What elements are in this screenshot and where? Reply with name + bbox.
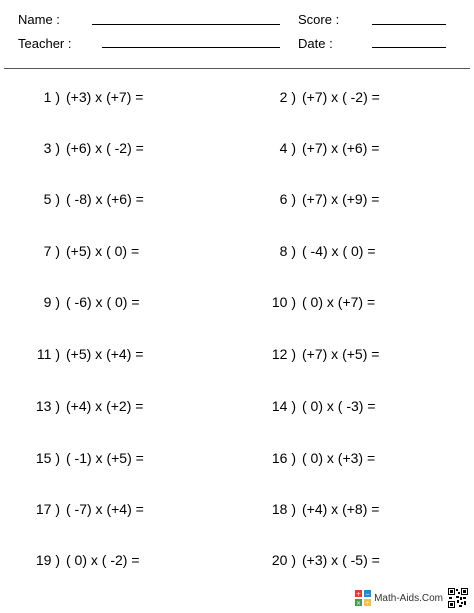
problem-number: 1 ) [43, 89, 60, 105]
problem-item [20, 88, 143, 106]
problem-item [20, 449, 144, 467]
problem-number: 16 ) [271, 450, 296, 466]
problem-item [256, 293, 375, 311]
problem-item [20, 500, 144, 518]
problem-item [256, 190, 379, 208]
problem-expression: ( 0) x ( -3) = [302, 398, 376, 414]
problem-expression: ( 0) x ( -2) = [66, 552, 140, 568]
problem-item [20, 345, 143, 363]
problem-expression: (+6) x ( -2) = [66, 140, 144, 156]
problem-expression: ( -4) x ( 0) = [302, 243, 376, 259]
teacher-line [102, 47, 280, 48]
problem-number: 17 ) [35, 501, 60, 517]
problem-number: 19 ) [35, 552, 60, 568]
name-line [92, 24, 280, 25]
problem-number: 8 ) [279, 243, 296, 259]
problem-number: 11 ) [36, 346, 60, 362]
header-divider [4, 68, 470, 69]
problem-item [256, 397, 376, 415]
problem-item [256, 551, 380, 569]
footer-branding [355, 587, 468, 609]
date-line [372, 47, 446, 48]
name-label: Name : [18, 12, 60, 27]
problem-item [20, 139, 144, 157]
problem-number: 10 ) [271, 294, 296, 310]
problem-number: 14 ) [271, 398, 296, 414]
problem-number: 2 ) [279, 89, 296, 105]
problem-expression: (+4) x (+8) = [302, 501, 380, 517]
math-aids-logo-text: Math-Aids.Com [374, 592, 443, 604]
problem-expression: (+7) x (+6) = [302, 140, 380, 156]
problem-number: 15 ) [35, 450, 60, 466]
problem-item [20, 551, 140, 569]
problem-expression: (+5) x ( 0) = [66, 243, 140, 259]
problem-number: 13 ) [35, 398, 60, 414]
problem-number: 20 ) [271, 552, 296, 568]
problem-number: 12 ) [271, 346, 296, 362]
qr-code-icon [448, 588, 468, 608]
problem-expression: ( 0) x (+3) = [302, 450, 376, 466]
problem-number: 5 ) [43, 191, 60, 207]
math-aids-logo-icon [355, 590, 371, 606]
problem-expression: ( -1) x (+5) = [66, 450, 144, 466]
score-label: Score : [298, 12, 340, 27]
date-label: Date : [298, 36, 333, 51]
problem-number: 7 ) [43, 243, 60, 259]
svg-text:+: + [356, 591, 362, 598]
problem-number: 9 ) [43, 294, 60, 310]
problem-number: 3 ) [43, 140, 60, 156]
svg-text:÷: ÷ [365, 600, 371, 606]
problem-number: 6 ) [279, 191, 296, 207]
problem-item [20, 190, 144, 208]
problem-item [256, 242, 376, 260]
svg-text:×: × [356, 600, 362, 606]
problem-expression: (+7) x (+5) = [302, 346, 380, 362]
problem-item [256, 449, 375, 467]
problem-item [20, 293, 140, 311]
problem-number: 18 ) [271, 501, 296, 517]
problem-item [256, 139, 379, 157]
problem-item [20, 242, 139, 260]
problem-number: 4 ) [279, 140, 296, 156]
problem-expression: (+4) x (+2) = [66, 398, 144, 414]
problem-expression: (+3) x (+7) = [66, 89, 144, 105]
problem-expression: (+7) x (+9) = [302, 191, 380, 207]
problem-expression: (+3) x ( -5) = [302, 552, 380, 568]
svg-text:−: − [365, 591, 371, 598]
problem-item [256, 345, 379, 363]
problem-item [256, 88, 380, 106]
problem-item [20, 397, 143, 415]
problem-expression: (+5) x (+4) = [66, 346, 144, 362]
score-line [372, 24, 446, 25]
problem-expression: ( 0) x (+7) = [302, 294, 376, 310]
teacher-label: Teacher : [18, 36, 72, 51]
problem-item [256, 500, 379, 518]
problem-expression: ( -6) x ( 0) = [66, 294, 140, 310]
problem-expression: (+7) x ( -2) = [302, 89, 380, 105]
problem-expression: ( -7) x (+4) = [66, 501, 144, 517]
problem-expression: ( -8) x (+6) = [66, 191, 144, 207]
